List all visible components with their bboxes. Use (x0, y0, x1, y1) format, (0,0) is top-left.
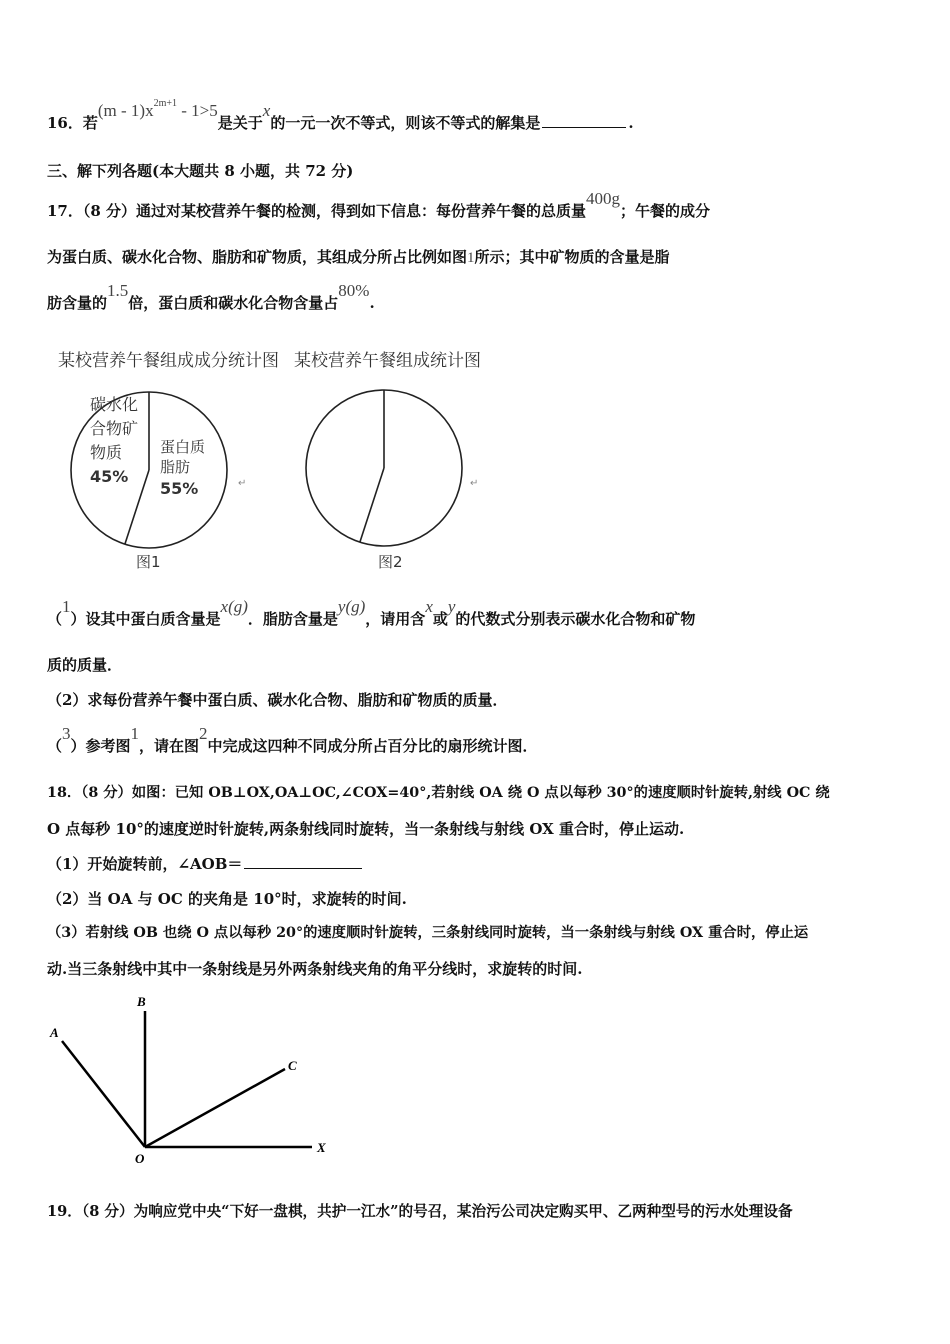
q17-ratio: 1.5 (107, 281, 129, 300)
q17-part-2: （2）求每份营养午餐中蛋白质、碳水化合物、脂肪和矿物质的质量． (47, 691, 508, 709)
pie1-slice-1-value: 55% (160, 479, 199, 498)
label-b: B (137, 994, 146, 1009)
pie1-slice-2-value: 45% (90, 467, 129, 486)
q18-intro-1: 18．（8 分）如图：已知 OB⊥OX,OA⊥OC,∠COX=40°,若射线 OA 绕 O 点以每秒 30°的速度顺时针旋转,射线 OC 绕 (47, 785, 830, 801)
chart-title-1: 某校营养午餐组成成分统计图 (58, 351, 279, 371)
q19-line-1: 19．（8 分）为响应党中央“下好一盘棋，共护一江水”的号召，某治污公司决定购买甲、乙两种型号的污水处理设备 (47, 1203, 793, 1220)
q16-text-1: 是关于 (217, 114, 263, 132)
q17-part1-y: y(g) (337, 597, 366, 616)
q17-line-3-end: . (369, 294, 375, 312)
q18-part1-text: （1）开始旋转前，∠AOB＝ (47, 855, 243, 873)
q17-line-3 (47, 281, 375, 313)
q17-line-1-end: ；午餐的成分 (620, 202, 711, 220)
q17-line-1 (47, 189, 711, 221)
q17-part1-x: x(g) (220, 597, 248, 616)
pie-chart-1 (71, 392, 227, 548)
q18-intro-2: O 点每秒 10°的速度逆时针旋转,两条射线同时旋转，当一条射线与射线 OX 重合时，停止运动. (47, 820, 685, 838)
fig1-caption: 图1 (136, 553, 161, 571)
q18-answer-blank[interactable] (244, 854, 362, 869)
q17-part3-fig1: 1 (130, 724, 140, 743)
q16-expression (97, 98, 218, 120)
q18-part-3-2: 动.当三条射线中其中一条射线是另外两条射线夹角的角平分线时，求旋转的时间. (47, 960, 583, 978)
q17-part1-text-2: ．脂肪含量是 (247, 610, 338, 628)
pie1-slice-2-label: 合物矿 (90, 419, 139, 438)
pie1-divider-slice (125, 470, 149, 544)
q18-part-1 (47, 853, 364, 874)
angle-figure (40, 993, 340, 1173)
q17-part1-num: 1 (62, 597, 71, 616)
q16-expr-b: - 1>5 (177, 101, 218, 120)
q17-part3-text-2: ，请在图 (139, 737, 200, 755)
pie1-slice-1-label: 脂肪 (160, 458, 191, 476)
q16-answer-blank[interactable] (542, 113, 626, 128)
q17-percent: 80% (338, 281, 370, 300)
pie2-return-mark: ↵ (470, 478, 479, 489)
q16-expr-sup: 2m+1 (153, 98, 178, 109)
q17-line-3-mid: 倍，蛋白质和碳水化合物含量占 (128, 294, 339, 312)
q17-line-2-end: 所示；其中矿物质的含量是脂 (474, 248, 670, 266)
q17-part3-text: ）参考图 (70, 737, 131, 755)
q17-part3-fig2: 2 (199, 724, 208, 743)
q17-part1-var-x: x (425, 597, 433, 616)
q17-part-1-cont: 质的质量． (47, 656, 123, 674)
section-3-title: 三、解下列各题(本大题共 8 小题，共 72 分) (47, 162, 354, 180)
q17-part1-text: ）设其中蛋白质含量是 (70, 610, 221, 628)
q17-mass: 400g (586, 189, 621, 208)
fig2-caption: 图2 (378, 553, 403, 571)
q17-part3-text-3: 中完成这四种不同成分所占百分比的扇形统计图． (207, 737, 538, 755)
pie1-slice-1-label: 蛋白质 (160, 438, 206, 456)
q17-part1-open: （ (47, 610, 63, 628)
q16-var-x: x (262, 101, 271, 120)
q17-line-3-text: 肪含量的 (47, 294, 108, 312)
q17-part1-text-5: 的代数式分别表示碳水化合物和矿物 (455, 610, 696, 628)
label-x: X (317, 1140, 326, 1155)
q18-part-2: （2）当 OA 与 OC 的夹角是 10°时，求旋转的时间. (47, 890, 407, 908)
label-o: O (135, 1151, 145, 1166)
q17-line-2 (47, 246, 670, 267)
q17-part1-text-4: 或 (432, 610, 448, 628)
q16-end: . (628, 114, 634, 132)
ray-oc (145, 1069, 285, 1147)
pie2-divider-slice (360, 468, 384, 542)
q18-part-3-1: （3）若射线 OB 也绕 O 点以每秒 20°的速度顺时针旋转，三条射线同时旋转，当一条射线与射线 OX 重合时，停止运 (47, 925, 809, 941)
pie1-slice-2-label: 碳水化 (90, 395, 139, 414)
q16-line (47, 98, 634, 133)
q17-part3-num: 3 (62, 724, 71, 743)
q17-part1-var-y: y (447, 597, 456, 616)
q16-number: 16．若 (47, 114, 98, 132)
chart-title-2: 某校营养午餐组成统计图 (294, 351, 481, 371)
pie1-slice-2-label: 物质 (90, 443, 123, 462)
q17-part-3 (47, 724, 538, 756)
q17-part1-text-3: ，请用含 (365, 610, 426, 628)
q17-fig-ref: 1 (467, 250, 475, 266)
q17-line-1-text: 17．（8 分）通过对某校营养午餐的检测，得到如下信息：每份营养午餐的总质量 (47, 202, 587, 220)
pie1-return-mark: ↵ (238, 478, 247, 489)
label-c: C (288, 1058, 297, 1073)
ray-oa (62, 1041, 145, 1147)
q17-part3-open: （ (47, 737, 63, 755)
q16-text-2: 的一元一次不等式，则该不等式的解集是 (270, 114, 541, 132)
pie-chart-2 (306, 390, 462, 546)
q17-part-1 (47, 597, 696, 629)
q16-expr-a: (m - 1)x (97, 101, 154, 120)
q17-line-2-text: 为蛋白质、碳水化合物、脂肪和矿物质，其组成分所占比例如图 (47, 248, 468, 266)
label-a: A (50, 1025, 59, 1040)
